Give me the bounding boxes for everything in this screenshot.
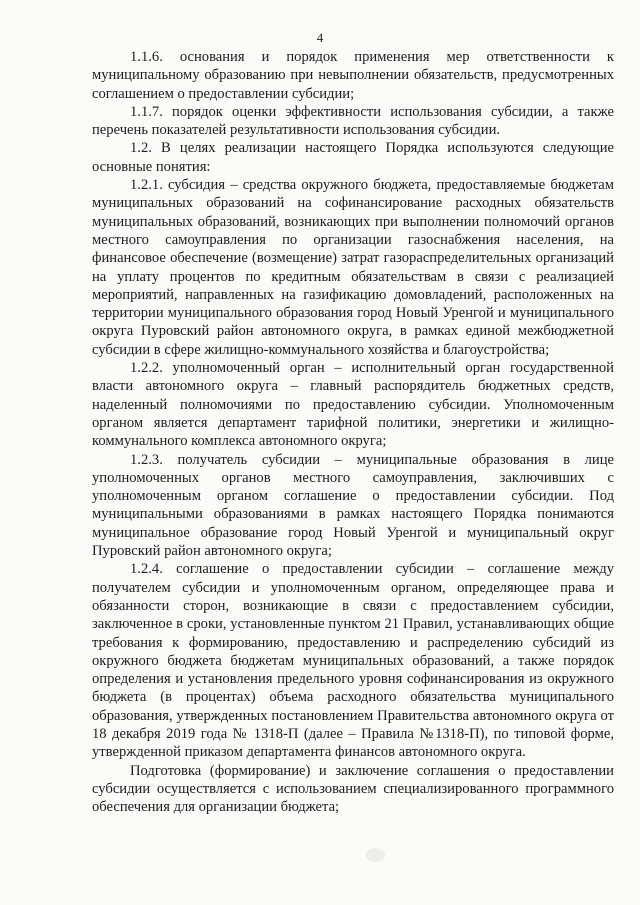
paragraph-1-2-2: 1.2.2. уполномоченный орган – исполнительный орган государственной власти автономного округа – главный распорядитель бюджетных средств, наделенный полномочиями по предоставлению субсидии. Уполномоченным органом является департамент тарифной политики, энергетики и жилищно-коммунального комплекса автономного округа; [92,360,614,450]
paragraph-agreement-preparation: Подготовка (формирование) и заключение соглашения о предоставлении субсидии осуществляется с использованием специализированного программного обеспечения для организации бюджета; [92,762,614,816]
document-body [92,48,614,816]
paragraph-1-2-3: 1.2.3. получатель субсидии – муниципальные образования в лице уполномоченных органов местного самоуправления, заключивших с уполномоченным органом соглашение о предоставлении субсидии. Под муниципальными образованиями в рамках настоящего Порядка понимаются муниципальное образование город Новый Уренгой и муниципальный округ Пуровский район автономного округа; [92,451,614,560]
page-number: 4 [316,30,324,45]
paragraph-1-1-7: 1.1.7. порядок оценки эффективности использования субсидии, а также перечень показателей результативности использования субсидии. [92,103,614,139]
paragraph-1-2-4: 1.2.4. соглашение о предоставлении субсидии – соглашение между получателем субсидии и уполномоченным органом, определяющее права и обязанности сторон, возникающие в связи с предоставлением субсидии, заключенное в сроки, установленные пунктом 21 Правил, устанавливающих общие требования к формированию, предоставлению и распределению субсидий из окружного бюджета бюджетам муниципальных образований, а также порядок определения и установления предельного уровня софинансирования из окружного бюджета (в процентах) объема расходного обязательства муниципального образования, утвержденных постановлением Правительства автономного округа от 18 декабря 2019 года № 1318-П (далее – Правила №1318-П), по типовой форме, утвержденной приказом департамента финансов автономного округа. [92,561,614,761]
paragraph-1-2-1: 1.2.1. субсидия – средства окружного бюджета, предоставляемые бюджетам муниципальных образований на софинансирование расходных обязательств муниципальных образований, возникающих при выполнении полномочий органов местного самоуправления по организации газоснабжения населения, на финансовое обеспечение (возмещение) затрат газораспределительных организаций на уплату процентов по кредитным обязательствам в связи с реализацией мероприятий, направленных на газификацию домовладений, расположенных на территории муниципального образования город Новый Уренгой и муниципального округа Пуровский район автономного округа, в рамках единой межбюджетной субсидии в сфере жилищно-коммунального хозяйства и благоустройства; [92,177,614,358]
scan-smudge [365,848,385,862]
paragraph-1-2: 1.2. В целях реализации настоящего Порядка используются следующие основные понятия: [92,140,614,175]
paragraph-1-1-6: 1.1.6. основания и порядок применения мер ответственности к муниципальному образованию при невыполнении обязательств, предусмотренных соглашением о предоставлении субсидии; [92,49,614,102]
